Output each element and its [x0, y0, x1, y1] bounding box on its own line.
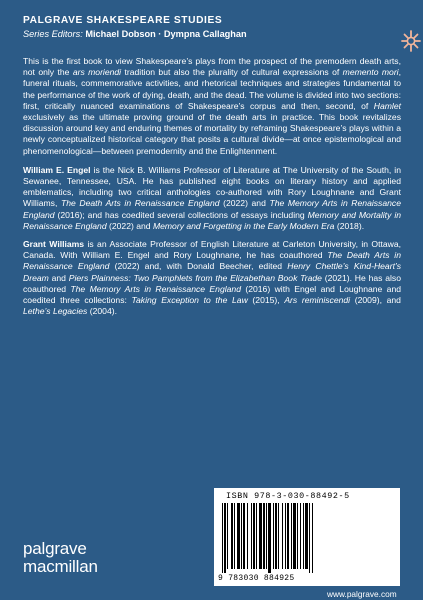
barcode-bar [247, 503, 248, 569]
barcode-bar [241, 503, 242, 569]
text-run: The Memory Arts in Renaissance England [70, 283, 241, 294]
text-run: tradition but also the plurality of cultural expressions of [121, 67, 343, 78]
text-run: Memory and Forgetting in the Early Modern Era [152, 220, 335, 231]
barcode-bar [234, 503, 235, 569]
barcode-bar [303, 503, 304, 569]
text-run: (2018). [334, 220, 365, 231]
text-run: (2022) and [106, 220, 153, 231]
barcode-image [220, 503, 340, 573]
barcode-bar [263, 503, 265, 569]
text-run: , funeral rituals, commemorative activities, and rhetorical techniques and strategies fundamental to the performance of the work of dying, death, and the dead. The volume is divided into two sections: first, critically nuanced examinations of Shakespeare’s corpus and then, second, of [23, 67, 401, 111]
series-editors-label: Series Editors: [23, 29, 83, 39]
barcode-bar [259, 503, 262, 569]
publisher-name-line2: macmillan [23, 557, 98, 576]
barcode-bar [285, 503, 286, 569]
barcode-bar [253, 503, 255, 569]
author-bio-williams [23, 239, 401, 317]
text-run: is the Nick B. Williams Professor of Literature at The University of the South, in Sewanee, Tennessee, USA. He has published eight books on literary history and applied emblematics, including two critical anthologies co-authored with Rory Loughnane and Grant Williams, [23, 164, 401, 209]
barcode-bar [227, 503, 228, 569]
barcode-bar [222, 503, 223, 573]
palgrave-asterisk-icon [399, 26, 423, 56]
text-run: (2016) with Engel and Loughnane and coedited three collections: [23, 283, 402, 306]
text-run: Lethe’s Legacies [23, 306, 88, 317]
barcode-bar [251, 503, 252, 569]
text-run: Ars reminiscendi [284, 295, 351, 306]
barcode-bar [275, 503, 277, 569]
barcode-bar [300, 503, 301, 569]
barcode-bar [273, 503, 274, 569]
series-editors [23, 28, 383, 41]
barcode-bar [297, 503, 298, 569]
barcode-bar [237, 503, 240, 569]
text-run: (2009), and [350, 295, 401, 306]
text-run: Taking Exception to the Law [131, 295, 248, 306]
text-run: and [48, 272, 69, 283]
text-run: The Death Arts in Renaissance England [60, 198, 220, 209]
barcode-bar [268, 503, 271, 573]
publisher-logo [23, 540, 98, 576]
text-run: exclusively as the ultimate proving ground of the death arts in practice. This book revitalizes discussion around key and enduring themes of mortality by reframing Shakespeare’s plays within a newly conceptualized historical category that posits a cultural divide—at once epistemological and phenomenological—between premodernity and the Enlightenment. [23, 112, 401, 156]
publisher-name-line1: palgrave [23, 539, 87, 558]
barcode-bar [293, 503, 296, 569]
text-run: Grant Williams [23, 239, 85, 250]
barcode-bar [287, 503, 289, 569]
back-cover-text [23, 56, 401, 324]
text-run: (2022) and, with Donald Beecher, edited [109, 261, 288, 272]
text-run: (2015), [247, 295, 285, 306]
text-run: (2004). [87, 306, 117, 317]
text-run: Hamlet [373, 100, 401, 111]
publisher-url: www.palgrave.com [327, 589, 397, 599]
text-run: Piers Plainness: Two Pamphlets from the Elizabethan Book Trade [68, 272, 322, 283]
barcode-digits: 9 783030 884925 [218, 574, 295, 583]
author-bio-engel [23, 165, 401, 232]
text-run: The Memory Arts in Renaissance England [23, 198, 401, 220]
barcode-bar [312, 503, 313, 573]
barcode-bar [231, 503, 233, 569]
text-run: (2022) and [219, 198, 270, 209]
barcode-bar [282, 503, 283, 569]
barcode-bar [291, 503, 292, 569]
text-run: William E. Engel [23, 164, 91, 175]
description-paragraph [23, 56, 401, 157]
text-run: This is the first book to view Shakespeare’s plays from the prospect of the premodern death arts, not only the [23, 56, 401, 78]
text-run: (2016); and has coedited several collections of essays including [54, 209, 308, 220]
text-run: ars moriendi [72, 67, 122, 78]
barcode-bar [256, 503, 257, 569]
text-run: (2021). He has also coauthored [23, 272, 401, 294]
barcode-bar [224, 503, 226, 573]
text-run: is an Associate Professor of English Literature at Carleton University, in Ottawa, Canada. With William E. Engel and Rory Loughnane, he has coauthored [23, 239, 402, 261]
series-editors-names: Michael Dobson · Dympna Callaghan [85, 29, 247, 39]
text-run: memento mori [342, 67, 399, 78]
text-run: The Death Arts in Renaissance England [23, 250, 401, 272]
series-header [23, 14, 383, 41]
barcode-bar [305, 503, 308, 569]
series-title: PALGRAVE SHAKESPEARE STUDIES [23, 15, 223, 26]
barcode-bar [266, 503, 267, 569]
barcode-bar [309, 503, 310, 573]
barcode-bar [243, 503, 245, 569]
isbn-text: ISBN 978-3-030-88492-5 [226, 491, 350, 501]
text-run: Henry Chettle’s Kind-Heart’s Dream [23, 261, 402, 283]
text-run: Memory and Mortality in Renaissance England [23, 209, 402, 231]
barcode-bar [278, 503, 279, 569]
